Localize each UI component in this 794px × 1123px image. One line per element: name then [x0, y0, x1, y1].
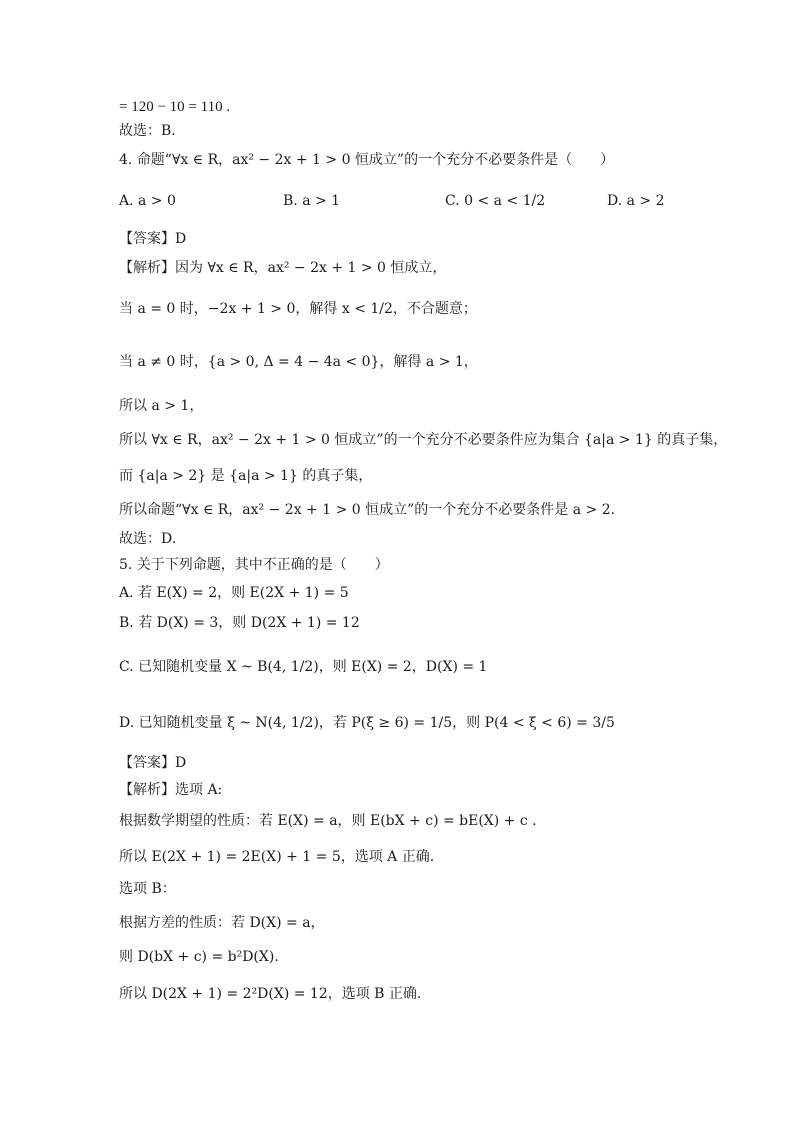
q4-analysis-2: 当 a = 0 时，−2x + 1 > 0，解得 x < 1/2，不合题意；	[119, 301, 477, 317]
q5-analysis-3: 所以 E(2X + 1) = 2E(X) + 1 = 5，选项 A 正确.	[119, 849, 435, 865]
q5-analysis-5: 根据方差的性质：若 D(X) = a，	[119, 915, 325, 931]
q5-analysis-4: 选项 B：	[119, 881, 176, 897]
q4-analysis-6: 而 {a|a > 2} 是 {a|a > 1} 的真子集，	[119, 468, 373, 484]
q5-analysis-6: 则 D(bX + c) = b²D(X).	[119, 949, 279, 965]
q4-analysis-7: 所以命题“∀x ∈ R，ax² − 2x + 1 > 0 恒成立”的一个充分不必要条件是 a > 2.	[119, 502, 616, 518]
q5-option-a: A. 若 E(X) = 2，则 E(2X + 1) = 5	[119, 585, 349, 601]
q4-analysis-3: 当 a ≠ 0 时，{a > 0, Δ = 4 − 4a < 0}，解得 a > 1，	[119, 354, 478, 370]
q4-analysis-1: 【解析】因为 ∀x ∈ R，ax² − 2x + 1 > 0 恒成立，	[119, 260, 447, 276]
q4-answer: 【答案】D	[119, 231, 187, 247]
q4-option-a: A. a > 0	[119, 193, 176, 209]
q5-answer: 【答案】D	[119, 755, 187, 771]
q4-option-b: B. a > 1	[283, 193, 341, 209]
q5-option-c: C. 已知随机变量 X ~ B(4, 1/2)，则 E(X) = 2，D(X) = 1	[119, 659, 488, 675]
q4-analysis-4: 所以 a > 1，	[119, 398, 204, 414]
question-5-stem: 5. 关于下列命题，其中不正确的是（ ）	[119, 557, 389, 573]
q4-conclusion: 故选：D.	[119, 531, 177, 547]
q4-analysis-5: 所以 ∀x ∈ R，ax² − 2x + 1 > 0 恒成立”的一个充分不必要条件应为集合 {a|a > 1} 的真子集，	[119, 432, 728, 448]
q5-option-d: D. 已知随机变量 ξ ~ N(4, 1/2)，若 P(ξ ≥ 6) = 1/5，则 P(4 < ξ < 6) = 3/5	[119, 715, 615, 731]
answer-choice-prev: 故选：B.	[119, 123, 176, 139]
continuation-line: = 120 − 10 = 110 .	[119, 99, 231, 115]
q5-analysis-2: 根据数学期望的性质：若 E(X) = a，则 E(bX + c) = bE(X) + c .	[119, 813, 537, 829]
q5-option-b: B. 若 D(X) = 3，则 D(2X + 1) = 12	[119, 615, 360, 631]
question-4-stem: 4. 命题“∀x ∈ R，ax² − 2x + 1 > 0 恒成立”的一个充分不必要条件是（ ）	[119, 152, 615, 168]
q5-analysis-1: 【解析】选项 A:	[119, 782, 223, 798]
q4-option-c: C. 0 < a < 1/2	[445, 193, 546, 209]
q5-analysis-7: 所以 D(2X + 1) = 2²D(X) = 12，选项 B 正确.	[119, 986, 422, 1002]
q4-option-d: D. a > 2	[607, 193, 665, 209]
